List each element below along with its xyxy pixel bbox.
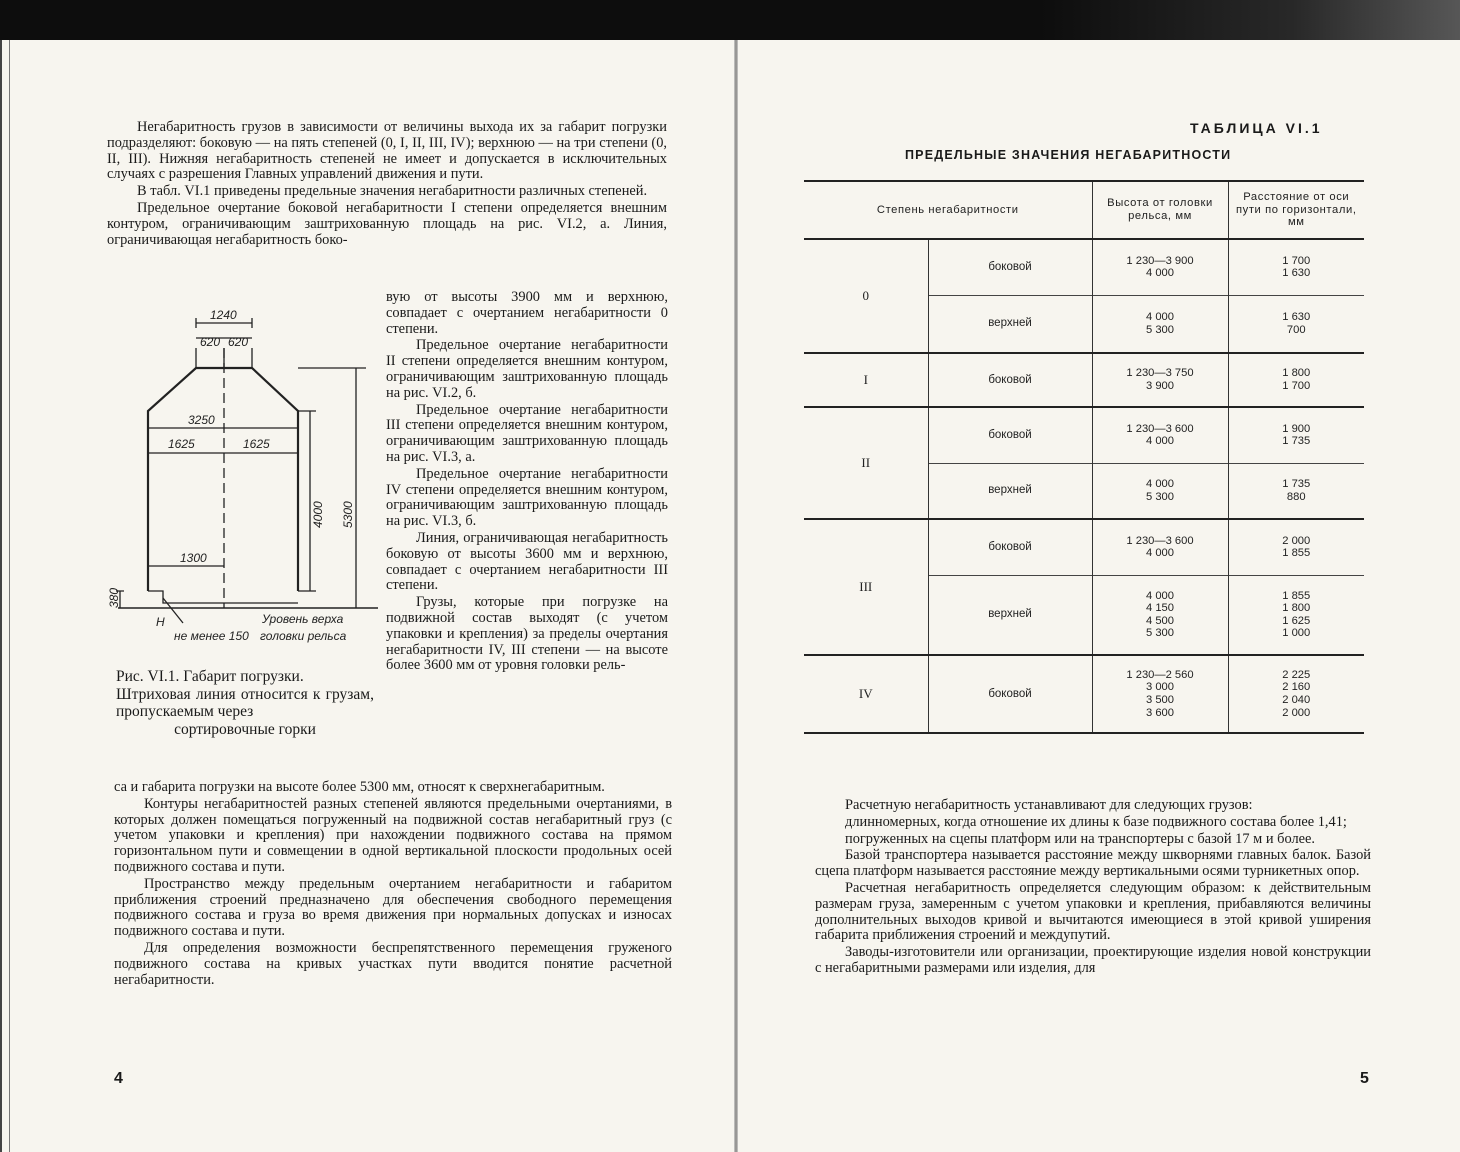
degree-cell: 0 [804,239,928,353]
height-cell: 1 230—3 750 3 900 [1092,353,1228,407]
paragraph: вую от высоты 3900 мм и верхнюю, совпадает с очертанием негабаритности 0 степени. [386,289,668,337]
height-cell: 1 230—3 600 4 000 [1092,407,1228,463]
distance-cell: 2 000 1 855 [1228,519,1364,575]
caption-line: Рис. VI.1. Габарит погрузки. [116,668,304,685]
dim-label: 620 [200,335,221,349]
table-row [804,655,1364,733]
paragraph: Негабаритность грузов в зависимости от величины выхода их за габарит погрузки подразделяют: боковую — на пять степеней (0, I, II, III, IV); верхнюю — на три степени (0, II, III). Нижняя негабаритность степеней не имеет и допускается в исключительных случаях с разрешения Главных управлений движения и пути. [107,119,667,183]
degree-cell: III [804,519,928,655]
paragraph: Заводы-изготовители или организации, проектирующие изделия новой конструкции с негабаритными размерами или изделия, для [815,944,1371,976]
height-cell: 4 000 5 300 [1092,463,1228,519]
header-distance: Расстояние от оси пути по горизонтали, мм [1228,181,1364,239]
scan-left-edge [0,40,10,1152]
dim-label: 1625 [168,437,195,451]
table-row [804,239,1364,295]
scan-top-border [0,0,1460,40]
dim-label: 5300 [341,501,355,528]
distance-cell: 1 630 700 [1228,295,1364,353]
rail-level-label: Уровень верха [262,612,344,626]
caption-line: сортировочные горки [174,720,316,738]
left-top-text [107,120,667,248]
paragraph: Расчетная негабаритность определяется следующим образом: к действительным размерам груза, замеренным с учетом упаковки и крепления, прибавляются величины дополнительных выходов кривой и вычитаются имеющиеся в этой кривой уширения габарита приближения строений и междупутий. [815,879,1371,944]
paragraph: Предельное очертание негабаритности III степени определяется внешним контуром, ограничивающим заштрихованную площадь на рис. VI.3, а. [386,401,668,465]
table-row [804,407,1364,463]
height-cell: 4 000 5 300 [1092,295,1228,353]
min-clearance-label: не менее 150 [174,629,249,643]
kind-cell: боковой [928,519,1092,575]
paragraph: погруженных на сцепы платформ или на транспортеры с базой 17 м и более. [845,830,1316,847]
page-number: 4 [114,1070,123,1087]
distance-cell: 1 900 1 735 [1228,407,1364,463]
degree-cell: II [804,407,928,519]
left-column-text [386,290,668,674]
page-number: 5 [1360,1070,1369,1087]
kind-cell: верхней [928,295,1092,353]
height-cell: 1 230—3 900 4 000 [1092,239,1228,295]
dim-label: 4000 [311,501,325,528]
table-subtitle: ПРЕДЕЛЬНЫЕ ЗНАЧЕНИЯ НЕГАБАРИТНОСТИ [905,148,1232,162]
loading-gauge-figure [108,308,388,658]
caption-line: Штриховая линия относится к грузам, пропускаемым через [116,685,374,720]
kind-cell: верхней [928,575,1092,655]
dim-label: 620 [228,335,249,349]
height-cell: 1 230—2 560 3 000 3 500 3 600 [1092,655,1228,733]
table-row [804,353,1364,407]
dim-label: 1240 [210,308,237,322]
distance-cell: 2 225 2 160 2 040 2 000 [1228,655,1364,733]
kind-cell: боковой [928,655,1092,733]
height-cell: 4 000 4 150 4 500 5 300 [1092,575,1228,655]
figure-caption [116,668,374,738]
table-title: ТАБЛИЦА VI.1 [1190,120,1323,136]
table-header-row [804,181,1364,239]
paragraph: Базой транспортера называется расстояние между шкворнями главных балок. Базой сцепа платформ называется расстояние между вертикальными осями турникетных опор. [815,847,1371,880]
paragraph: Контуры негабаритностей разных степеней являются предельными очертаниями, в которых должен помещаться погруженный на подвижной состав негабаритный груз (с учетом упаковки и крепления) при нахождении подвижного состава на прямом горизонтальном пути и совмещении в одной вертикальной плоскости продольных осей подвижного состава и пути. [114,795,672,875]
dim-label: 380 [108,587,121,608]
paragraph: Предельное очертание негабаритности IV степени определяется внешним контуром, ограничивающим заштрихованную площадь на рис. VI.3, б. [386,465,668,530]
distance-cell: 1 735 880 [1228,463,1364,519]
height-cell: 1 230—3 600 4 000 [1092,519,1228,575]
rail-level-label: головки рельса [260,629,347,643]
dim-label: H [156,615,165,629]
paragraph: В табл. VI.1 приведены предельные значения негабаритности различных степеней. [137,183,648,200]
limit-values-table [804,180,1364,734]
paragraph: Грузы, которые при погрузке на подвижной состав выходят (с учетом упаковки и крепления) за пределы очертания негабаритности IV, III степени — на высоте более 3600 мм от уровня головки рель- [386,594,668,674]
paragraph: Пространство между предельным очертанием негабаритности и габаритом приближения строений предназначено для обеспечения свободного перемещения подвижного состава и груза во время движения при нормальных допусках и износах подвижного состава и пути. [114,875,672,940]
dim-label: 1300 [180,551,207,565]
paragraph: Предельное очертание негабаритности II степени определяется внешним контуром, ограничивающим заштрихованную площадь на рис. VI.2, б. [386,337,668,401]
distance-cell: 1 800 1 700 [1228,353,1364,407]
header-degree: Степень негабаритности [804,181,1092,239]
dim-label: 1625 [243,437,270,451]
degree-cell: IV [804,655,928,733]
paragraph: Расчетную негабаритность устанавливают для следующих грузов: [845,797,1253,813]
paragraph: длинномерных, когда отношение их длины к базе подвижного состава более 1,41; [845,813,1347,830]
paragraph: Предельное очертание боковой негабаритности I степени определяется внешним контуром, ограничивающим заштрихованную площадь на рис. VI.2, а. Линия, ограничивающая негабаритность боко- [107,199,667,248]
paragraph: Линия, ограничивающая негабаритность боковую от высоты 3600 мм и верхнюю, совпадает с очертанием негабаритности III степени. [386,529,668,594]
dim-label: 3250 [188,413,215,427]
table-row [804,519,1364,575]
book-spine [734,40,738,1152]
left-bottom-text [114,780,672,988]
kind-cell: верхней [928,463,1092,519]
distance-cell: 1 700 1 630 [1228,239,1364,295]
paragraph: Для определения возможности беспрепятственного перемещения груженого подвижного состава на кривых участках пути вводится понятие расчетной негабаритности. [114,939,672,988]
kind-cell: боковой [928,407,1092,463]
distance-cell: 1 855 1 800 1 625 1 000 [1228,575,1364,655]
right-bottom-text [815,798,1371,977]
kind-cell: боковой [928,239,1092,295]
header-height: Высота от головки рельса, мм [1092,181,1228,239]
paragraph: са и габарита погрузки на высоте более 5300 мм, относят к сверхнегабаритным. [114,779,605,795]
kind-cell: боковой [928,353,1092,407]
degree-cell: I [804,353,928,407]
